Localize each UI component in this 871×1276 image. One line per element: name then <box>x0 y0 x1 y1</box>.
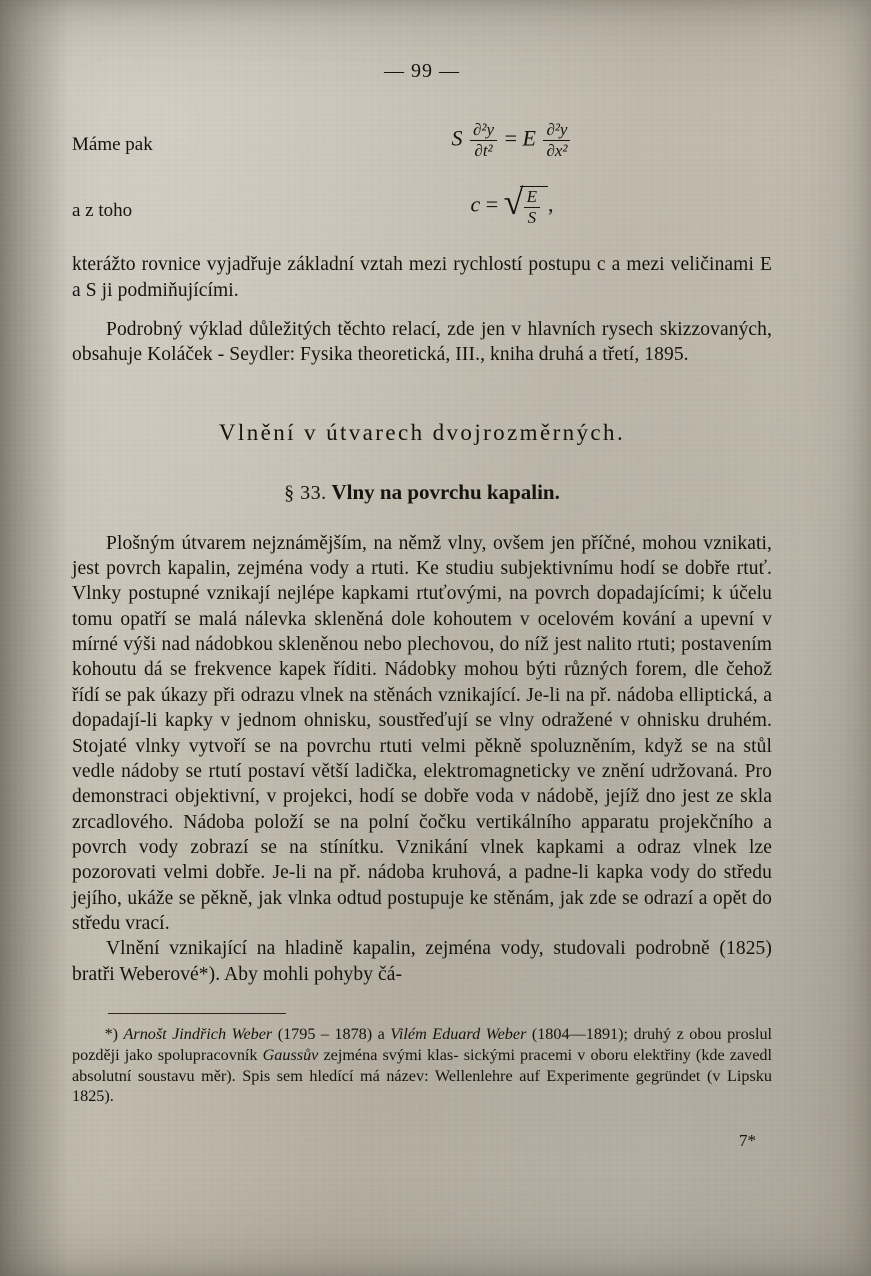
equation-lead-2: a z toho <box>72 200 133 222</box>
square-root-icon <box>504 186 548 227</box>
equation-1-equals: = <box>504 125 517 151</box>
equation-1-den-left: ∂t² <box>470 140 497 160</box>
footnote-separator <box>108 1013 286 1014</box>
page-number: — 99 — <box>384 60 460 82</box>
subsection-heading <box>72 480 772 505</box>
paragraph-reference-note: Podrobný výklad důležitých těchto relací, zde jen v hlavních rysech skizzovaných, obsahuje Koláček - Seydler: Fysika theoretická, III., kniha druhá a třetí, 1895. <box>72 319 772 366</box>
equation-2-radicand <box>520 186 548 227</box>
signature-mark: 7* <box>739 1131 756 1151</box>
equation-1-num-left: ∂²y <box>473 120 495 139</box>
equation-1-fraction-right <box>543 121 570 160</box>
section-heading: Vlnění v útvarech dvojrozměrných. <box>218 419 626 445</box>
body-paragraph-1: Plošným útvarem nejznámějším, na němž vlny, ovšem jen příčné, mohou vznikati, jest povrch kapalin, zejména vody a rtuti. Ke studiu subjektivnímu hodí se dobře rtuť. Vlnky postupné vznikají nejlépe kapkami rtuťovými, na povrch dopadajícími; k účelu tomu opatří se malá nálevka skleněná dole kohoutem v ocelovém kování a upevní v mírné výši nad nádobkou skleněnou nebo plechovou, do níž jest nalito rtuti; postavením kohoutu dá se frekvence kapek říditi. Nádobky mohou býti různých forem, dle čehož řídí se pak úkazy při odrazu vlnek na stěnách vznikající. Je-li na př. nádoba elliptická, a dopadají-li kapky v jednom ohnisku, soustřeďují se vlny odražené v ohnisku druhém. Stojaté vlnky vytvoří se na povrchu rtuti velmi pěkně spoluzněním, když se na stůl vedle nádoby se rtutí postaví větší ladička, elektromagneticky ve znění udržovaná. Pro demonstraci objektivní, v projekci, hodí se dobře voda v nádobě, jejíž dno jest ze skla zrcadlového. Nádoba položí se na polní čočku vertikálního apparatu projekčního a povrch vody zobrazí se na stínítku. Vznikání vlnek kapkami a odraz vlnek lze pozorovati velmi dobře. Je-li na př. nádoba kruhová, a padne-li kapka vody do středu jejího, ukáže se pěkně, jak vlnka odtud postupuje ke stěnám, jak zde se odrazí a opět do středu vrací. <box>72 532 772 934</box>
footnote-text-1: druhý z obou proslul později jako spolupracovník <box>72 1025 773 1064</box>
footnote-author-1: Arnošt Jindřich Weber <box>123 1025 273 1044</box>
equation-2-den: S <box>524 207 540 227</box>
equation-row-2 <box>72 186 772 227</box>
equation-1 <box>252 121 772 160</box>
equation-row-1 <box>72 121 772 160</box>
equation-1-rhs-var: E <box>522 125 536 151</box>
footnote-text-2: zejména svými klas- <box>323 1045 459 1064</box>
paragraph-after-equations: kterážto rovnice vyjadřuje základní vztah mezi rychlostí postupu c a mezi veličinami E a S ji podmiňujícími. <box>72 254 772 301</box>
subsection-title: Vlny na povrchu kapalin. <box>331 479 560 504</box>
footnote-block <box>72 1024 772 1107</box>
footnote-text-3: sickými pracemi v oboru elektřiny (kde zavedl absolutní soustavu měr). Spis sem <box>72 1045 773 1085</box>
equation-2-num: √ E <box>526 186 538 206</box>
page-content <box>72 60 772 1151</box>
footnote-text-4: hledící má název: Wellenlehre auf Experimente gegründet (v Lipsku 1825). <box>72 1066 772 1106</box>
equation-2-lhs: c <box>470 191 481 217</box>
subsection-number: § 33. <box>284 481 327 504</box>
footnote-dates-2: (1804—1891); <box>531 1025 629 1044</box>
equation-2-fraction <box>524 188 540 227</box>
equation-1-num-right: ∂²y <box>546 120 568 139</box>
footnote-marker: *) <box>104 1025 119 1044</box>
equation-2 <box>252 186 772 227</box>
equation-1-den-right: ∂x² <box>543 140 570 160</box>
footnote-name-gauss: Gaussův <box>262 1045 319 1064</box>
equation-2-comma: , <box>548 191 554 217</box>
equation-1-lhs-var: S <box>451 125 463 151</box>
footnote-author-2: Vilém Eduard Weber <box>390 1025 527 1044</box>
equation-lead-1: Máme pak <box>72 134 153 156</box>
page-left-shadow <box>0 0 70 1276</box>
body-text <box>72 531 772 987</box>
footnote-dates-1: (1795 – 1878) a <box>277 1025 385 1044</box>
equation-2-equals: = <box>485 191 499 217</box>
body-paragraph-2: Vlnění vznikající na hladině kapalin, zejména vody, studovali podrobně (1825) bratři Weberové*). Aby mohli pohyby čá- <box>72 938 772 985</box>
equation-1-fraction-left <box>470 121 497 160</box>
footnote-indent-spacer <box>72 1025 105 1043</box>
